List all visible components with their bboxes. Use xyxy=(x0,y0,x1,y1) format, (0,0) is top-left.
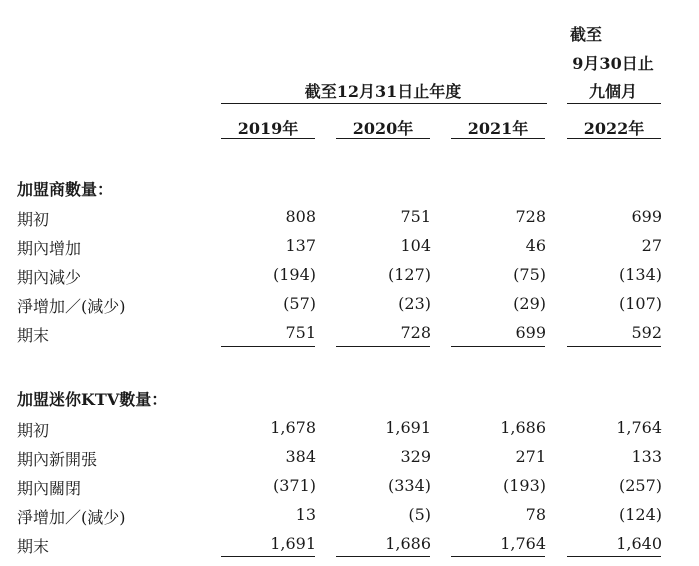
total-rule xyxy=(567,346,661,347)
row-label: 期初 xyxy=(17,421,50,440)
cell-value: 1,691 xyxy=(270,534,316,553)
section-title-franchisees: 加盟商數量： xyxy=(17,180,114,199)
cell-value: 137 xyxy=(285,236,316,255)
cell-value: 271 xyxy=(515,447,546,466)
row-label: 淨增加／(減少) xyxy=(17,508,126,527)
year-rule-2020 xyxy=(336,138,430,139)
cell-value: 78 xyxy=(525,505,546,524)
row-label: 期內增加 xyxy=(17,239,82,258)
total-rule xyxy=(336,556,430,557)
total-rule xyxy=(451,556,545,557)
cell-value: (57) xyxy=(283,294,316,313)
cell-value: (371) xyxy=(272,476,316,495)
cell-value: 1,640 xyxy=(616,534,662,553)
cell-value: (107) xyxy=(618,294,662,313)
cell-value: 329 xyxy=(400,447,431,466)
cell-value: 27 xyxy=(641,236,662,255)
group-header-rule xyxy=(221,103,547,104)
row-label: 期初 xyxy=(17,210,50,229)
cell-value: (29) xyxy=(513,294,546,313)
cell-value: 104 xyxy=(400,236,431,255)
cell-value: 728 xyxy=(515,207,546,226)
cell-value: 699 xyxy=(631,207,662,226)
period-group-header: 截至12月31日止年度 xyxy=(304,82,462,101)
cell-value: (127) xyxy=(387,265,431,284)
cell-value: 728 xyxy=(400,323,431,342)
row-label: 淨增加／(減少) xyxy=(17,297,126,316)
cell-value: (334) xyxy=(387,476,431,495)
stub-header-line1: 截至 xyxy=(569,25,602,44)
cell-value: 751 xyxy=(400,207,431,226)
cell-value: (75) xyxy=(513,265,546,284)
section-title-mini-ktv: 加盟迷你KTV數量： xyxy=(17,390,168,409)
cell-value: (5) xyxy=(408,505,431,524)
cell-value: 808 xyxy=(285,207,316,226)
cell-value: 1,764 xyxy=(616,418,662,437)
total-rule xyxy=(336,346,430,347)
cell-value: 46 xyxy=(525,236,546,255)
year-rule-2021 xyxy=(451,138,545,139)
cell-value: 384 xyxy=(285,447,316,466)
cell-value: (124) xyxy=(618,505,662,524)
cell-value: (257) xyxy=(618,476,662,495)
total-rule xyxy=(567,556,661,557)
year-header-2019: 2019年 xyxy=(237,119,299,138)
year-rule-2019 xyxy=(221,138,315,139)
year-rule-2022 xyxy=(567,138,661,139)
total-rule xyxy=(221,346,315,347)
year-header-2020: 2020年 xyxy=(352,119,414,138)
row-label: 期內新開張 xyxy=(17,450,98,469)
year-header-2022: 2022年 xyxy=(583,119,645,138)
cell-value: 1,678 xyxy=(270,418,316,437)
row-label: 期內減少 xyxy=(17,268,82,287)
stub-header-line2: 9月30日止 xyxy=(572,54,654,73)
cell-value: 592 xyxy=(631,323,662,342)
row-label: 期末 xyxy=(17,537,50,556)
row-label: 期末 xyxy=(17,326,50,345)
cell-value: (134) xyxy=(618,265,662,284)
stub-header-line3: 九個月 xyxy=(588,82,637,101)
stub-header-rule xyxy=(567,103,661,104)
cell-value: 1,764 xyxy=(500,534,546,553)
total-rule xyxy=(221,556,315,557)
cell-value: 751 xyxy=(285,323,316,342)
cell-value: (194) xyxy=(272,265,316,284)
cell-value: 699 xyxy=(515,323,546,342)
row-label: 期內關閉 xyxy=(17,479,82,498)
cell-value: 1,686 xyxy=(500,418,546,437)
year-header-2021: 2021年 xyxy=(467,119,529,138)
cell-value: 133 xyxy=(631,447,662,466)
cell-value: 13 xyxy=(295,505,316,524)
cell-value: 1,686 xyxy=(385,534,431,553)
total-rule xyxy=(451,346,545,347)
cell-value: (23) xyxy=(398,294,431,313)
cell-value: 1,691 xyxy=(385,418,431,437)
cell-value: (193) xyxy=(502,476,546,495)
